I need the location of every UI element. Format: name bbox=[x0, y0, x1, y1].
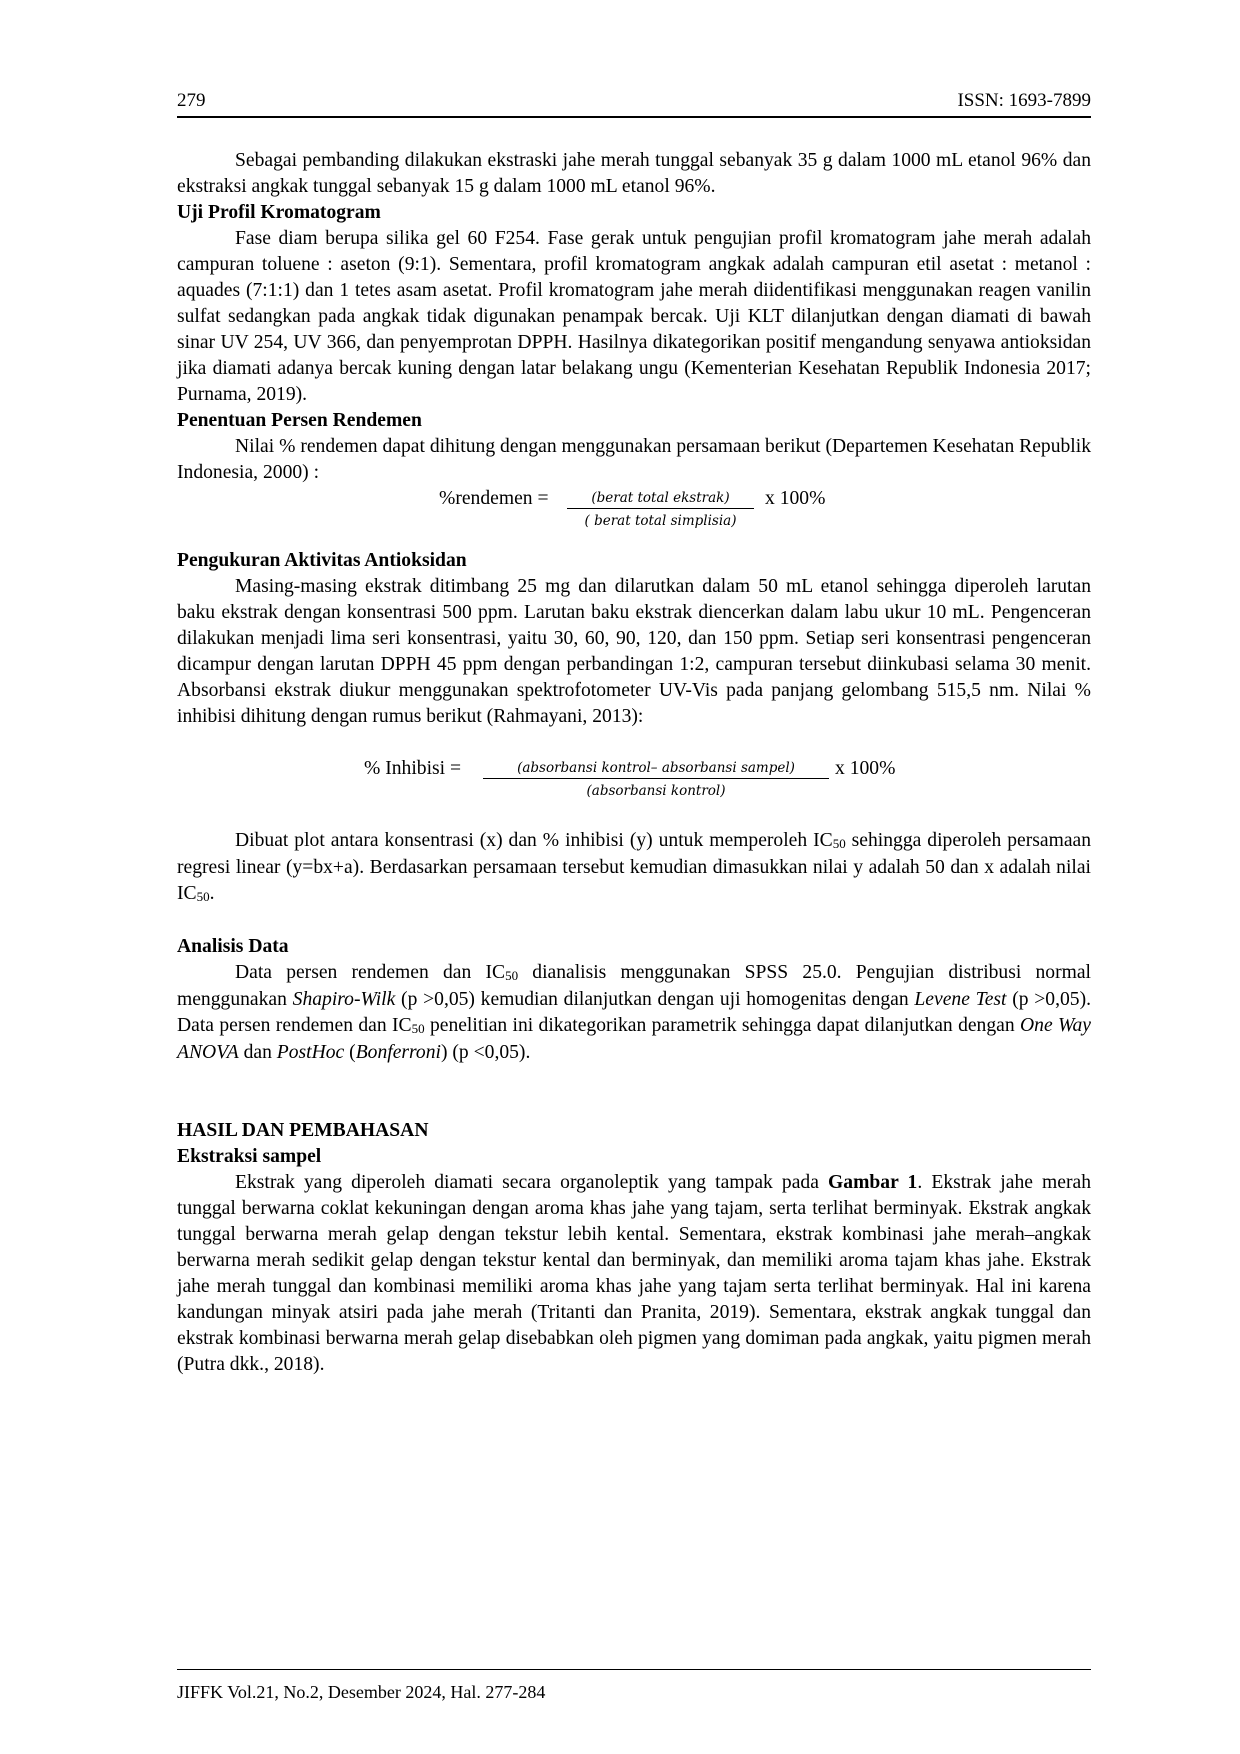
ic50-subscript: 50 bbox=[196, 889, 210, 904]
analisis-text: (p >0,05) kemudian dilanjutkan dengan uji homogenitas dengan bbox=[395, 989, 915, 1010]
paper-page bbox=[177, 0, 1091, 1754]
posthoc-term: PostHoc bbox=[276, 1042, 345, 1063]
rendemen-eq-suffix: x 100% bbox=[765, 488, 826, 509]
issn: ISSN: 1693-7899 bbox=[957, 90, 1091, 111]
inhibisi-eq-fraction bbox=[483, 758, 829, 801]
plot-paragraph bbox=[177, 828, 1091, 908]
journal-citation: JIFFK Vol.21, No.2, Desember 2024, Hal. 277-284 bbox=[177, 1682, 546, 1702]
analisis-paragraph bbox=[177, 960, 1091, 1066]
page-number: 279 bbox=[177, 90, 206, 111]
antioksidan-paragraph: Masing-masing ekstrak ditimbang 25 mg dan dilarutkan dalam 50 mL etanol sehingga diperoleh larutan baku ekstrak dengan konsentrasi 500 ppm. Larutan baku ekstrak diencerkan dalam labu ukur 10 mL. Pengenceran dilakukan menjadi lima seri konsentrasi, yaitu 30, 60, 90, 120, dan 150 ppm. Setiap seri konsentrasi pengenceran dicampur dengan larutan DPPH 45 ppm dengan perbandingan 1:2, campuran tersebut diinkubasi selama 30 menit. Absorbansi ekstrak diukur menggunakan spektrofotometer UV-Vis pada panjang gelombang 515,5 nm. Nilai % inhibisi dihitung dengan rumus berikut (Rahmayani, 2013): bbox=[177, 576, 1091, 727]
rendemen-eq-denominator: ( berat total simplisia) bbox=[584, 513, 737, 529]
section-heading-analisis: Analisis Data bbox=[177, 936, 289, 957]
bonferroni-term: Bonferroni bbox=[355, 1042, 441, 1063]
kromatogram-paragraph: Fase diam berupa silika gel 60 F254. Fase gerak untuk pengujian profil kromatogram jahe merah adalah campuran toluene : aseton (9:1). Sementara, profil kromatogram angkak adalah campuran etil asetat : metanol : aquades (7:1:1) dan 1 tetes asam asetat. Profil kromatogram jahe merah diidentifikasi menggunakan reagen vanilin sulfat sedangkan pada angkak tidak digunakan penampak bercak. Uji KLT dilanjutkan dengan diamati di bawah sinar UV 254, UV 366, dan penyemprotan DPPH. Hasilnya dikategorikan positif mengandung senyawa antioksidan jika diamati adanya bercak kuning dengan latar belakang ungu (Kementerian Kesehatan Republik Indonesia 2017; Purnama, 2019). bbox=[177, 228, 1091, 405]
hasil-paragraph bbox=[177, 1170, 1091, 1378]
levene-test-term: Levene Test bbox=[914, 989, 1007, 1010]
plot-text-b: sehingga diperoleh persamaan regresi linear (y=bx+a). Berdasarkan persamaan tersebut kemudian dimasukkan nilai y adalah 50 dan x adalah nilai IC bbox=[177, 830, 1092, 904]
analisis-text: Data persen rendemen dan IC bbox=[235, 962, 506, 983]
gambar-1-reference: Gambar 1 bbox=[828, 1172, 918, 1193]
ic50-subscript: 50 bbox=[832, 836, 846, 851]
inhibisi-eq-denominator: (absorbansi kontrol) bbox=[586, 783, 726, 799]
rendemen-eq-lhs: %rendemen = bbox=[439, 488, 549, 509]
section-heading-rendemen: Penentuan Persen Rendemen bbox=[177, 410, 422, 431]
section-heading-hasil: HASIL DAN PEMBAHASAN bbox=[177, 1120, 429, 1141]
inhibisi-eq-lhs: % Inhibisi = bbox=[364, 758, 462, 779]
inhibisi-eq-numerator: (absorbansi kontrol– absorbansi sampel) bbox=[483, 758, 829, 779]
rendemen-equation bbox=[177, 486, 1091, 548]
shapiro-wilk-term: Shapiro-Wilk bbox=[292, 989, 396, 1010]
analisis-text: ( bbox=[344, 1042, 356, 1063]
rendemen-eq-numerator: (berat total ekstrak) bbox=[567, 488, 754, 509]
plot-text-c: . bbox=[209, 883, 215, 904]
analisis-text: (p >0,05). Data persen rendemen dan IC bbox=[177, 989, 1092, 1036]
rendemen-eq-fraction bbox=[567, 488, 754, 531]
section-heading-antioksidan: Pengukuran Aktivitas Antioksidan bbox=[177, 550, 467, 571]
inhibisi-eq-suffix: x 100% bbox=[835, 758, 896, 779]
page-footer bbox=[177, 1669, 1091, 1703]
analisis-text: penelitian ini dikategorikan parametrik sehingga dapat dilanjutkan dengan bbox=[424, 1015, 1020, 1036]
inhibisi-equation bbox=[177, 756, 1091, 828]
hasil-text: . Ekstrak jahe merah tunggal berwarna coklat kekuningan dengan aroma khas jahe yang tajam, serta terlihat berminyak. Ekstrak angkak tunggal berwarna merah gelap dengan tekstur lebih kental. Sementara, ekstrak kombinasi jahe merah–angkak berwarna merah sedikit gelap dengan tekstur kental dan berminyak, dan memiliki aroma tajam khas jahe. Ekstrak jahe merah tunggal dan kombinasi memiliki aroma khas jahe yang tajam serta terlihat berminyak. Hal ini karena kandungan minyak atsiri pada jahe merah (Tritanti dan Pranita, 2019). Sementara, ekstrak angkak tunggal dan ekstrak kombinasi berwarna merah gelap disebabkan oleh pigmen yang domiman pada angkak, yaitu pigmen merah (Putra dkk., 2018). bbox=[177, 1172, 1092, 1375]
section-heading-kromatogram: Uji Profil Kromatogram bbox=[177, 202, 381, 223]
ic50-subscript: 50 bbox=[411, 1021, 425, 1036]
analisis-text: dianalisis menggunakan SPSS 25.0. Pengujian distribusi normal menggunakan bbox=[177, 962, 1091, 1010]
analisis-text: dan bbox=[238, 1042, 277, 1063]
plot-text-a: Dibuat plot antara konsentrasi (x) dan % inhibisi (y) untuk memperoleh IC bbox=[235, 830, 833, 851]
analisis-text: ) (p <0,05). bbox=[440, 1042, 531, 1063]
page-body bbox=[177, 148, 1091, 1378]
anova-term: One Way ANOVA bbox=[177, 1015, 1091, 1063]
page-header bbox=[177, 90, 1091, 118]
subsection-heading-ekstraksi: Ekstraksi sampel bbox=[177, 1146, 322, 1167]
rendemen-paragraph: Nilai % rendemen dapat dihitung dengan menggunakan persamaan berikut (Departemen Kesehatan Republik Indonesia, 2000) : bbox=[177, 436, 1091, 483]
intro-paragraph: Sebagai pembanding dilakukan ekstraski jahe merah tunggal sebanyak 35 g dalam 1000 mL etanol 96% dan ekstraksi angkak tunggal sebanyak 15 g dalam 1000 mL etanol 96%. bbox=[177, 150, 1091, 197]
hasil-text: Ekstrak yang diperoleh diamati secara organoleptik yang tampak pada bbox=[235, 1172, 829, 1193]
ic50-subscript: 50 bbox=[505, 968, 519, 983]
